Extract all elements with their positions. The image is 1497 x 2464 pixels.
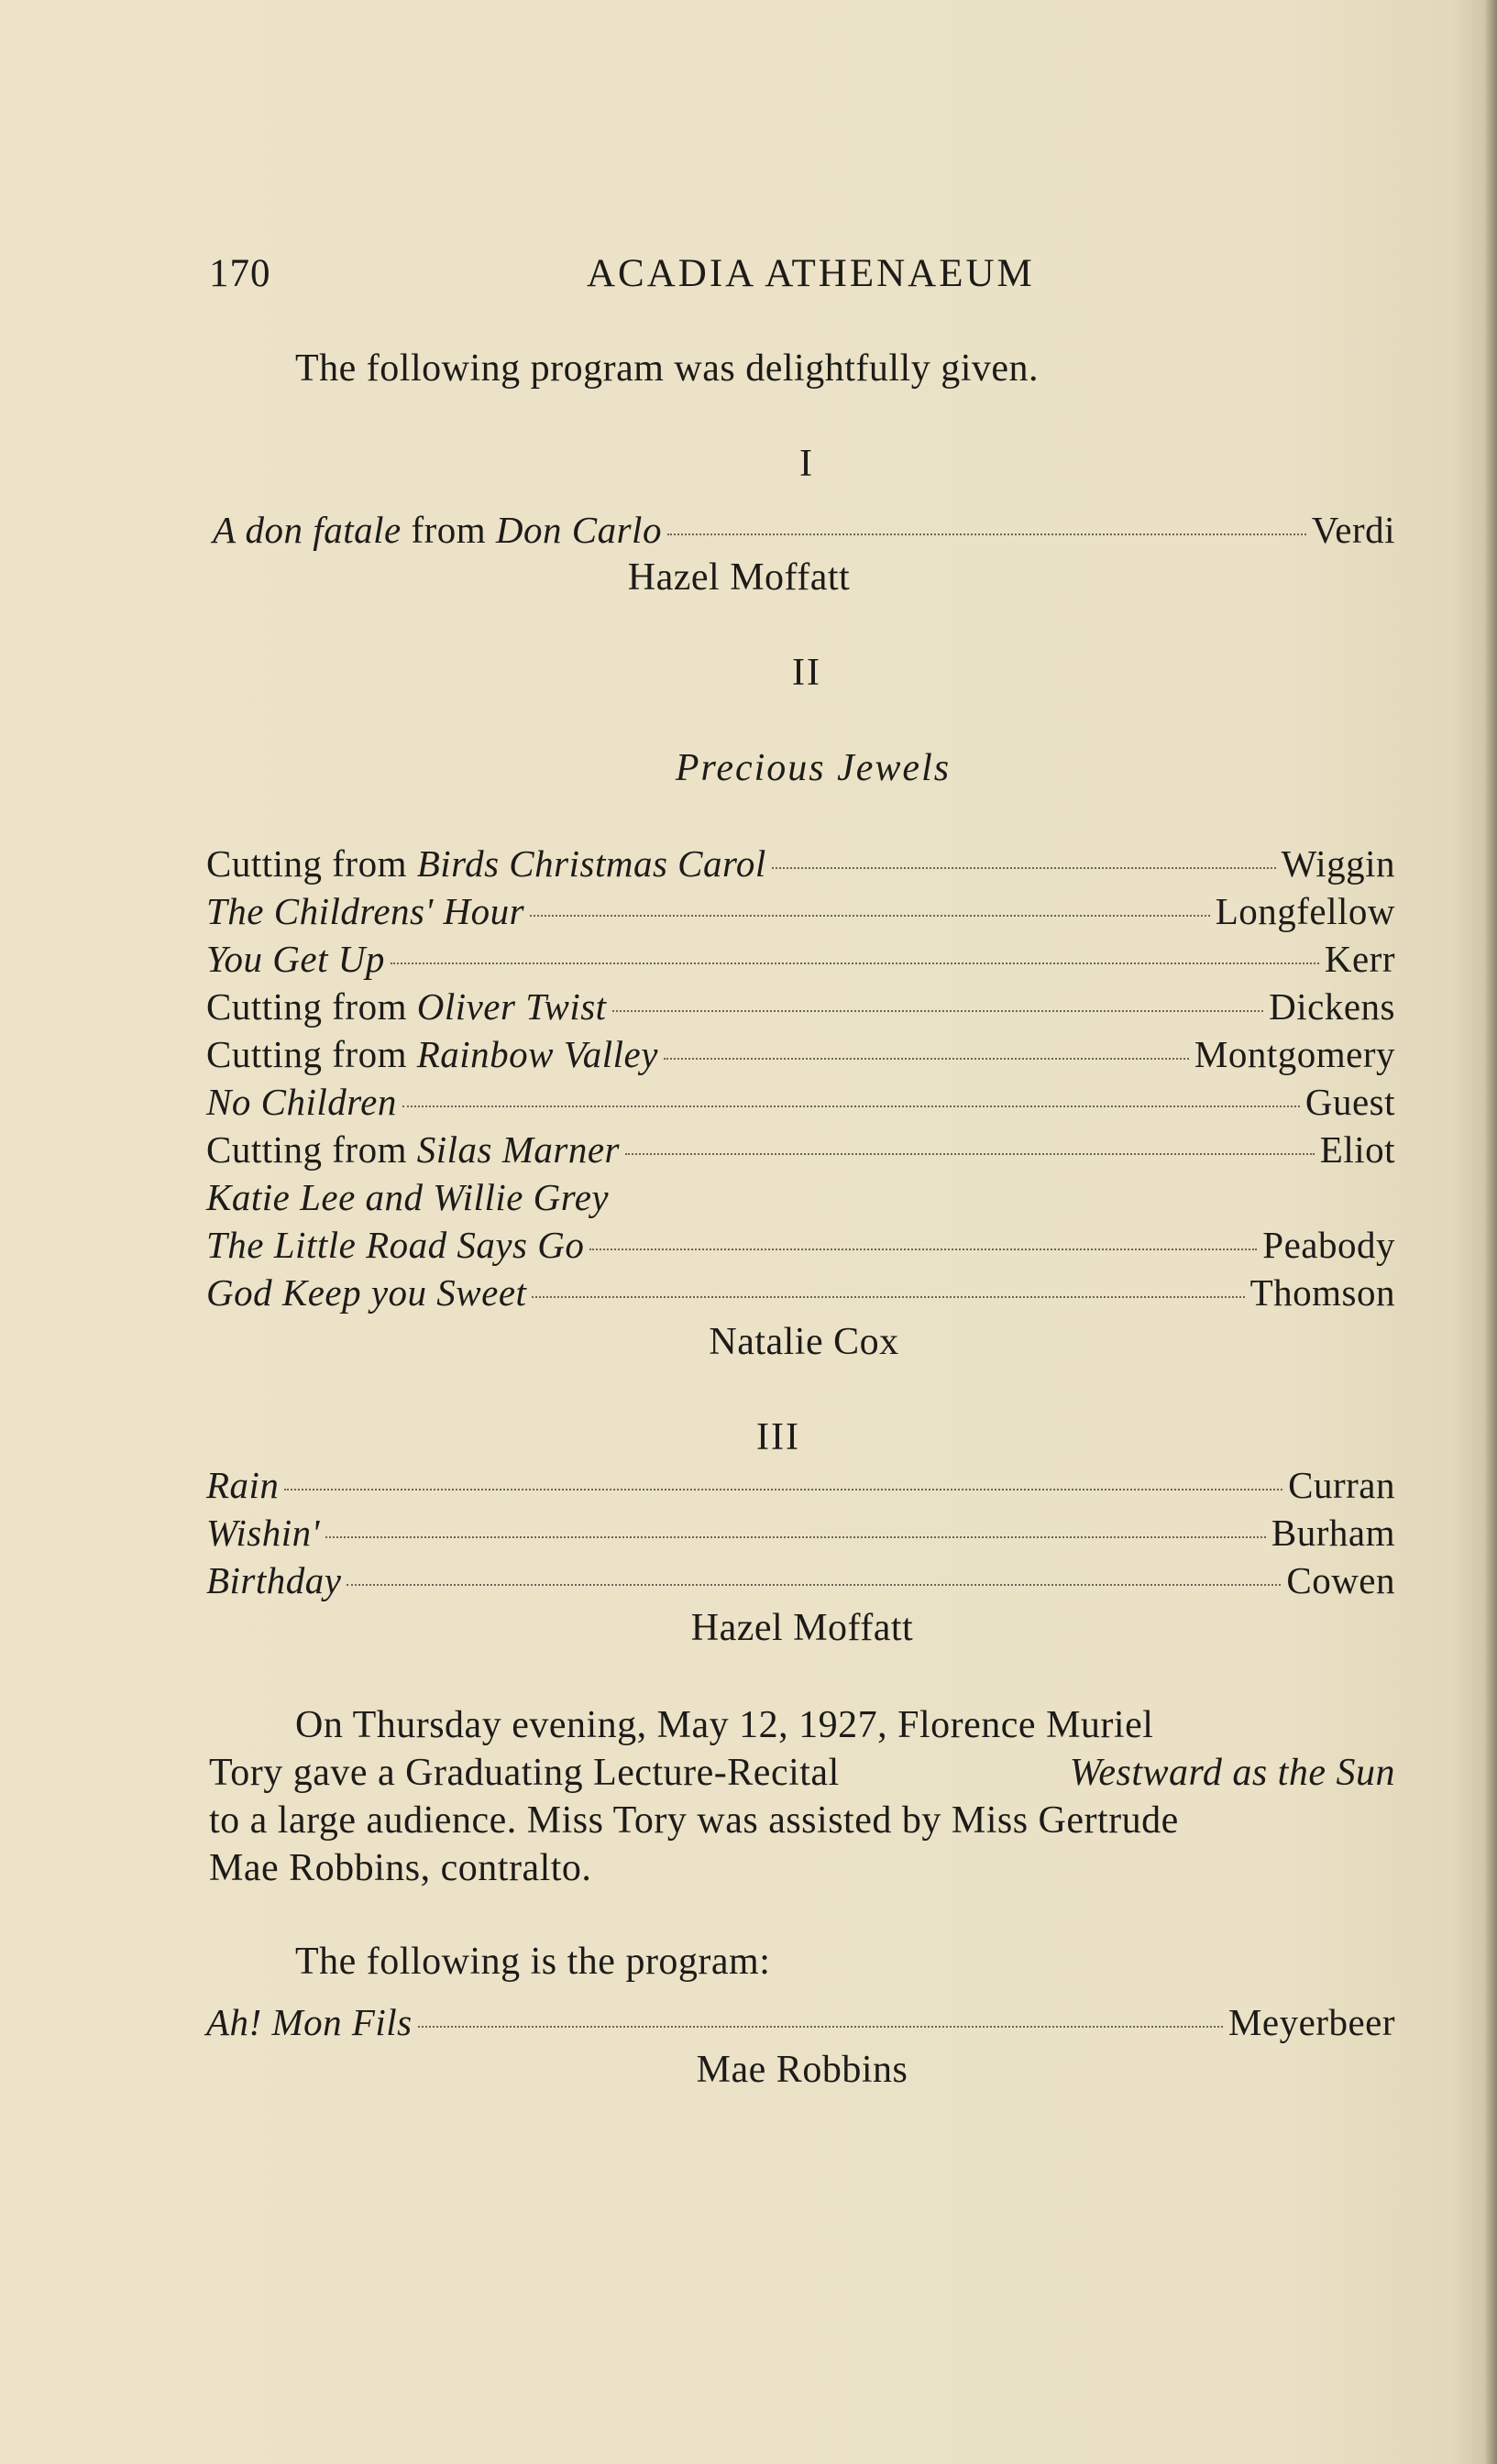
paragraph-line: Tory gave a Graduating Lecture-Recital Westward as the Sun — [209, 1752, 1395, 1794]
entry-prefix: Cutting from — [206, 1128, 407, 1171]
entry-title: You Get Up — [206, 938, 385, 980]
dot-leader — [418, 2026, 1223, 2028]
program-entry — [206, 1175, 1395, 1223]
section-1-numeral: I — [799, 443, 814, 485]
entry-title: Rain — [206, 1464, 280, 1506]
dot-leader — [530, 915, 1210, 917]
entry-prefix: Cutting from — [206, 1033, 407, 1075]
entry-source: Don Carlo — [495, 509, 662, 551]
dot-leader — [772, 867, 1276, 869]
paragraph-line: Mae Robbins, contralto. — [209, 1847, 592, 1889]
intro-text: The following program was delightfully given. — [295, 347, 1040, 390]
entry-title: The Little Road Says Go — [206, 1224, 585, 1266]
journal-title: ACADIA ATHENAEUM — [587, 252, 1035, 295]
entry-title: The Childrens' Hour — [206, 890, 525, 932]
dot-leader — [625, 1153, 1315, 1155]
entry-author: Longfellow — [1215, 890, 1395, 932]
program-entry — [206, 1270, 1395, 1318]
entry-author: Curran — [1288, 1464, 1395, 1506]
performer-name: Mae Robbins — [696, 2049, 908, 2091]
entry-title: No Children — [206, 1081, 397, 1123]
entry-title: Katie Lee and Willie Grey — [206, 1176, 610, 1218]
page-number: 170 — [209, 252, 271, 295]
entry-author: Meyerbeer — [1227, 2001, 1395, 2043]
program-intro: The following is the program: — [295, 1941, 771, 1983]
entry-author: Wiggin — [1281, 842, 1395, 885]
entry-author: Montgomery — [1194, 1033, 1395, 1075]
entry-author: Eliot — [1319, 1128, 1395, 1171]
entry-title: Silas Marner — [416, 1128, 620, 1171]
program-entry — [206, 937, 1395, 984]
section-2-numeral: II — [792, 652, 821, 694]
dot-leader — [664, 1058, 1189, 1060]
program-entry — [206, 1032, 1395, 1080]
performer-name: Hazel Moffatt — [627, 556, 851, 599]
program-entry — [213, 508, 1395, 556]
entry-title: Rainbow Valley — [416, 1033, 658, 1075]
program-entry — [206, 1511, 1395, 1558]
program-entry — [206, 984, 1395, 1032]
entry-author: Guest — [1304, 1081, 1395, 1123]
entry-author: Cowen — [1286, 1559, 1395, 1601]
entry-title: Wishin' — [206, 1512, 320, 1554]
program-entry — [206, 1223, 1395, 1270]
entry-author: Dickens — [1269, 985, 1395, 1028]
program-entry — [206, 1463, 1395, 1511]
program-entry — [206, 842, 1395, 889]
performer-name: Hazel Moffatt — [690, 1607, 914, 1649]
program-entry — [206, 1080, 1395, 1128]
program-entry — [206, 2000, 1395, 2048]
section-3-numeral: III — [756, 1416, 800, 1458]
dot-leader — [284, 1489, 1282, 1490]
entry-author: Burham — [1271, 1512, 1395, 1554]
paragraph-line: to a large audience. Miss Tory was assisted by Miss Gertrude — [209, 1799, 1179, 1842]
dot-leader — [612, 1010, 1264, 1012]
program-entry — [206, 1128, 1395, 1175]
program-entry — [206, 889, 1395, 937]
entry-title: A don fatale — [213, 509, 402, 551]
entry-prefix: Cutting from — [206, 842, 407, 885]
entry-title: Birds Christmas Carol — [416, 842, 766, 885]
recital-paragraph — [209, 1701, 1395, 1892]
entry-author: Kerr — [1324, 938, 1395, 980]
dot-leader — [667, 534, 1306, 535]
entry-title: God Keep you Sweet — [206, 1271, 527, 1314]
performer-name: Natalie Cox — [709, 1321, 899, 1363]
entry-author: Verdi — [1311, 509, 1395, 551]
entry-prefix: Cutting from — [206, 985, 407, 1028]
entry-title: Ah! Mon Fils — [206, 2001, 413, 2043]
entry-title: Oliver Twist — [416, 985, 607, 1028]
program-entry — [206, 1558, 1395, 1606]
dot-leader — [325, 1536, 1266, 1538]
section-subtitle: Precious Jewels — [675, 747, 952, 789]
entry-connector: from — [411, 509, 487, 551]
entry-author: Thomson — [1249, 1271, 1395, 1314]
paragraph-line: On Thursday evening, May 12, 1927, Florence Muriel — [295, 1704, 1154, 1746]
dot-leader — [402, 1106, 1300, 1107]
dot-leader — [589, 1248, 1257, 1250]
entry-author: Peabody — [1262, 1224, 1395, 1266]
dot-leader — [347, 1584, 1281, 1586]
dot-leader — [532, 1296, 1244, 1298]
entry-title: Birthday — [206, 1559, 342, 1601]
dot-leader — [391, 962, 1319, 964]
